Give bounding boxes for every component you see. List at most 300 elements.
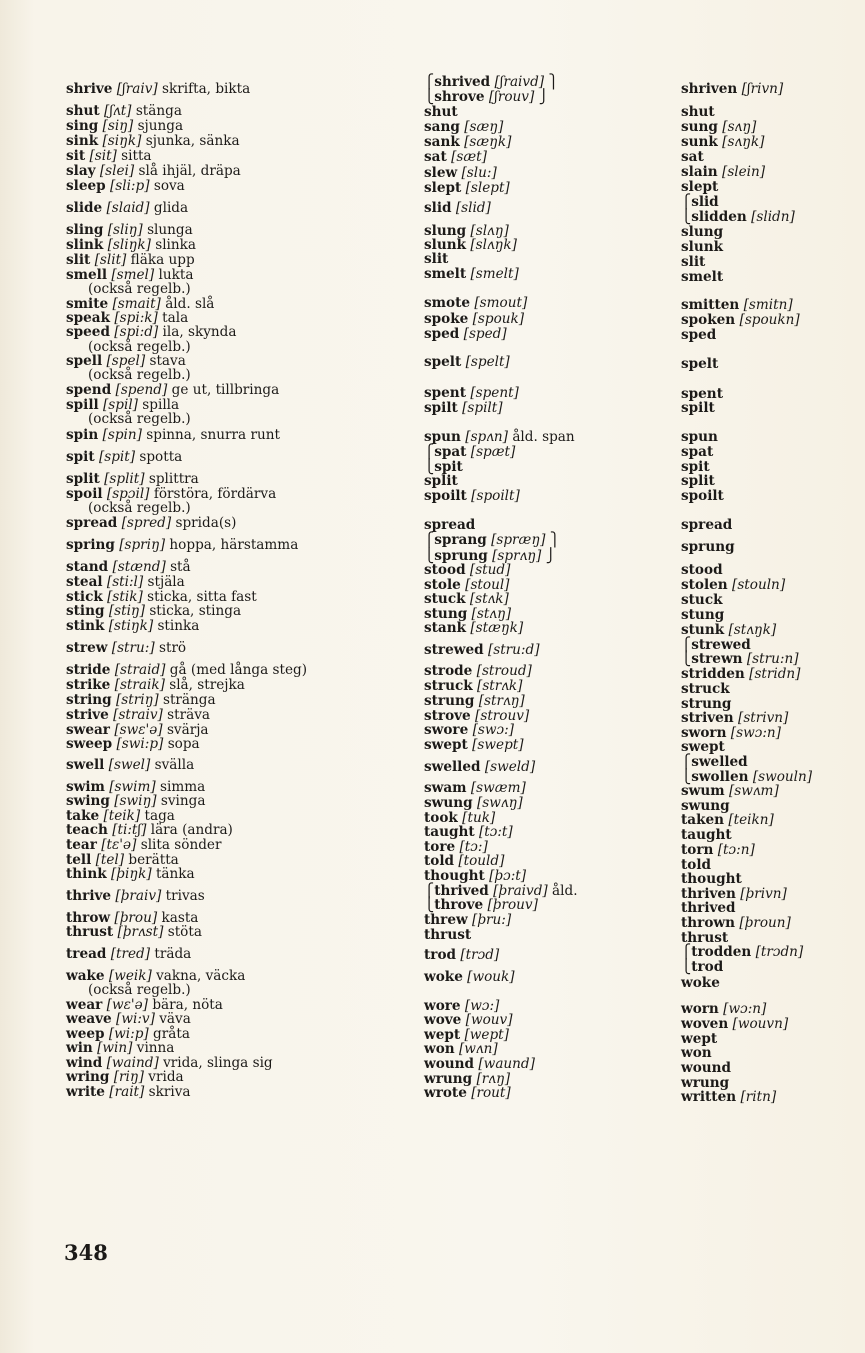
headword: stung	[424, 606, 468, 622]
pronunciation: [siŋk]	[102, 133, 142, 149]
brace-mark: ⎩	[424, 459, 435, 475]
pronunciation: [tɛ'ə]	[101, 837, 137, 853]
headword: sped	[681, 327, 717, 343]
pronunciation: [swʌm]	[728, 783, 779, 799]
translation: skriva	[148, 1084, 191, 1100]
verb-entry	[66, 238, 196, 253]
translation: skrifta, bikta	[162, 81, 251, 97]
verb-entry	[66, 1070, 184, 1085]
verb-entry	[681, 563, 723, 578]
headword: thrive	[66, 888, 112, 904]
verb-entry	[66, 201, 188, 216]
translation: träda	[154, 946, 192, 962]
headword: swept	[424, 737, 468, 753]
pronunciation: [stroud]	[476, 663, 532, 679]
verb-entry	[681, 1090, 776, 1105]
brace-mark: ⎭	[538, 89, 549, 105]
verb-entry	[424, 135, 511, 150]
pronunciation: [stik]	[107, 589, 143, 605]
headword: shriven	[681, 81, 738, 97]
translation: bära, nöta	[152, 997, 223, 1013]
pronunciation: [swouln]	[752, 769, 813, 785]
pronunciation: [slu:]	[461, 165, 497, 181]
headword: sworn	[681, 725, 727, 741]
translation: åld. slå	[165, 296, 215, 312]
verb-entry	[681, 623, 776, 638]
headword: spring	[66, 537, 115, 553]
headword: thriven	[681, 886, 736, 902]
headword: swear	[66, 722, 110, 738]
pronunciation: [sped]	[463, 326, 507, 342]
verb-entry	[424, 401, 503, 416]
pronunciation: [sti:l]	[106, 574, 144, 590]
headword: spoilt	[424, 488, 467, 504]
verb-entry	[424, 120, 503, 135]
headword: swore	[424, 722, 469, 738]
verb-entry	[681, 608, 724, 623]
headword: speed	[66, 324, 110, 340]
pronunciation: [stiŋ]	[108, 603, 145, 619]
verb-entry	[424, 1086, 511, 1101]
pronunciation: [ʃraivd]	[494, 74, 545, 90]
pronunciation: [spoilt]	[471, 488, 520, 504]
headword: sat	[424, 149, 447, 165]
headword: sunk	[681, 134, 718, 150]
pronunciation: [stridn]	[749, 666, 801, 682]
pronunciation: [wɔ:n]	[723, 1001, 767, 1017]
pronunciation: [slidn]	[751, 209, 795, 225]
headword: thrived	[434, 883, 489, 899]
pronunciation: [sæŋk]	[464, 134, 512, 150]
translation: spotta	[139, 449, 183, 465]
pronunciation: [stʌŋ]	[471, 606, 512, 622]
headword: wring	[66, 1069, 110, 1085]
headword: stolen	[681, 577, 728, 593]
headword: taught	[424, 824, 475, 840]
pronunciation: [wept]	[464, 1027, 509, 1043]
headword: stink	[66, 618, 105, 634]
pronunciation: [rout]	[471, 1085, 511, 1101]
translation: strö	[159, 640, 187, 656]
pronunciation: [stænd]	[112, 559, 166, 575]
verb-entry	[66, 619, 199, 634]
pronunciation: [sit]	[89, 148, 117, 164]
headword: swing	[66, 793, 110, 809]
verb-entry	[681, 165, 765, 180]
headword: think	[66, 866, 107, 882]
headword: taken	[681, 812, 725, 828]
pronunciation: [stru:d]	[487, 642, 540, 658]
verb-entry	[681, 430, 718, 445]
pronunciation: [spend]	[115, 382, 168, 398]
verb-entry	[66, 641, 186, 656]
brace-mark: ⎩	[681, 651, 692, 667]
verb-entry	[681, 755, 748, 770]
headword: threw	[424, 912, 468, 928]
verb-entry	[681, 401, 715, 416]
headword: slit	[66, 252, 91, 268]
pronunciation: [tuk]	[462, 810, 496, 826]
verb-entry	[66, 794, 205, 809]
translation: åld. span	[512, 429, 575, 445]
headword: wrung	[424, 1071, 473, 1087]
pronunciation: [sæŋ]	[464, 119, 504, 135]
pronunciation: [sli:p]	[109, 178, 150, 194]
verb-entry	[424, 869, 526, 884]
verb-entry	[424, 474, 458, 489]
pronunciation: [sʌŋ]	[722, 119, 757, 135]
pronunciation: [tɔ:n]	[717, 842, 755, 858]
verb-entry	[66, 1012, 191, 1027]
pronunciation: [þɔ:t]	[489, 868, 527, 884]
brace-mark: ⎧	[681, 944, 692, 960]
pronunciation: [swɛ'ə]	[114, 722, 163, 738]
verb-entry	[66, 947, 191, 962]
pronunciation: [stru:]	[111, 640, 155, 656]
pronunciation: [spel]	[106, 353, 146, 369]
pronunciation: [wɔ:]	[464, 998, 500, 1014]
pronunciation: [slei]	[99, 163, 135, 179]
headword: wake	[66, 968, 105, 984]
headword: shrove	[434, 89, 485, 105]
verb-entry	[681, 711, 788, 726]
translation: sova	[153, 178, 185, 194]
headword: weep	[66, 1026, 105, 1042]
verb-entry	[66, 604, 241, 619]
pronunciation: [slaid]	[106, 200, 150, 216]
headword: slept	[424, 180, 462, 196]
translation: sticka, stinga	[149, 603, 242, 619]
verb-entry	[681, 813, 774, 828]
translation: slå ihjäl, dräpa	[138, 163, 241, 179]
verb-entry	[66, 428, 280, 443]
headword: slid	[424, 200, 452, 216]
headword: shut	[681, 104, 715, 120]
headword: trodden	[691, 944, 752, 960]
headword: told	[424, 853, 455, 869]
pronunciation: [wi:v]	[116, 1011, 155, 1027]
headword: smelt	[681, 269, 724, 285]
pronunciation: [þrou]	[114, 910, 158, 926]
pronunciation: [wʌn]	[458, 1041, 498, 1057]
verb-entry	[66, 325, 236, 340]
pronunciation: [spilt]	[462, 400, 503, 416]
headword: stand	[66, 559, 109, 575]
pronunciation: [þrʌst]	[117, 924, 164, 940]
translation: vakna, väcka	[156, 968, 246, 984]
headword: thrust	[681, 930, 729, 946]
headword: stood	[424, 562, 466, 578]
note-text: (också regelb.)	[88, 367, 191, 383]
verb-entry	[424, 312, 524, 327]
headword: sung	[681, 119, 718, 135]
headword: spent	[681, 386, 723, 402]
headword: slay	[66, 163, 96, 179]
verb-entry	[66, 1041, 174, 1056]
verb-entry	[66, 867, 195, 882]
pronunciation: [waund]	[478, 1056, 535, 1072]
headword: won	[681, 1045, 712, 1061]
headword: smite	[66, 296, 109, 312]
verb-entry	[66, 450, 182, 465]
headword: sling	[66, 222, 104, 238]
pronunciation: [tɔ:t]	[478, 824, 513, 840]
headword: sting	[66, 603, 105, 619]
pronunciation: [stʌŋk]	[728, 622, 777, 638]
translation: spilla	[142, 397, 180, 413]
pronunciation: [slʌŋ]	[470, 223, 509, 239]
headword: striven	[681, 710, 734, 726]
note-line	[66, 368, 191, 383]
headword: woke	[681, 975, 720, 991]
pronunciation: [stoul]	[465, 577, 510, 593]
verb-entry	[424, 643, 540, 658]
pronunciation: [wouvn]	[732, 1016, 789, 1032]
headword: wound	[681, 1060, 732, 1076]
headword: sprang	[434, 532, 487, 548]
headword: sink	[66, 133, 99, 149]
verb-entry	[424, 723, 514, 738]
verb-entry	[66, 516, 236, 531]
headword: spread	[681, 517, 733, 533]
headword: spoke	[424, 311, 469, 327]
verb-entry	[66, 838, 221, 853]
headword: spell	[66, 353, 103, 369]
note-text: (också regelb.)	[88, 500, 191, 516]
verb-entry	[424, 430, 575, 445]
verb-entry	[424, 296, 527, 311]
headword: sped	[424, 326, 460, 342]
pronunciation: [swʌŋ]	[476, 795, 523, 811]
headword: strewed	[691, 637, 751, 653]
verb-entry	[66, 663, 307, 678]
headword: sing	[66, 118, 99, 134]
translation: svälla	[154, 757, 195, 773]
headword: trod	[424, 947, 457, 963]
verb-entry	[681, 357, 718, 372]
headword: sprung	[434, 548, 488, 564]
translation: gå (med långa steg)	[169, 662, 307, 678]
headword: string	[66, 692, 112, 708]
headword: stride	[66, 662, 111, 678]
verb-entry	[424, 760, 535, 775]
brace-mark: ⎩	[681, 769, 692, 785]
verb-entry	[424, 621, 523, 636]
note-text: (också regelb.)	[88, 982, 191, 998]
pronunciation: [stʌk]	[469, 591, 509, 607]
headword: spilt	[681, 400, 715, 416]
verb-entry	[424, 913, 511, 928]
pronunciation: [slein]	[722, 164, 766, 180]
headword: spit	[681, 459, 710, 475]
headword: slidden	[691, 209, 747, 225]
verb-entry	[424, 694, 525, 709]
verb-entry	[681, 540, 735, 555]
verb-entry	[681, 240, 723, 255]
pronunciation: [spriŋ]	[119, 537, 166, 553]
headword: win	[66, 1040, 93, 1056]
pronunciation: [weik]	[108, 968, 152, 984]
headword: tread	[66, 946, 107, 962]
headword: sat	[681, 149, 704, 165]
headword: spill	[66, 397, 99, 413]
headword: take	[66, 808, 100, 824]
pronunciation: [straiv]	[113, 707, 163, 723]
translation: sopa	[167, 736, 200, 752]
note-line	[66, 501, 191, 516]
headword: swim	[66, 779, 105, 795]
pronunciation: [split]	[104, 471, 145, 487]
headword: slain	[681, 164, 718, 180]
pronunciation: [stiŋk]	[108, 618, 154, 634]
note-text: (också regelb.)	[88, 411, 191, 427]
verb-entry	[681, 916, 791, 931]
pronunciation: [spin]	[102, 427, 142, 443]
page-number: 348	[64, 1240, 108, 1265]
verb-entry	[681, 1002, 766, 1017]
headword: stuck	[424, 591, 466, 607]
headword: throve	[434, 897, 484, 913]
verb-entry	[681, 489, 724, 504]
verb-entry	[424, 267, 519, 282]
pronunciation: [riŋ]	[113, 1069, 144, 1085]
translation: sjunka, sänka	[145, 133, 240, 149]
translation: slinka	[155, 237, 197, 253]
verb-entry	[681, 328, 716, 343]
verb-entry	[681, 150, 704, 165]
headword: woke	[424, 969, 463, 985]
pronunciation: [ʃraiv]	[116, 81, 158, 97]
translation: tänka	[155, 866, 195, 882]
verb-entry	[681, 474, 715, 489]
verb-entry	[66, 134, 240, 149]
headword: spilt	[424, 400, 458, 416]
verb-entry	[424, 150, 487, 165]
verb-entry	[681, 255, 705, 270]
pronunciation: [smout]	[474, 295, 528, 311]
headword: swung	[681, 798, 730, 814]
verb-entry	[424, 679, 522, 694]
pronunciation: [spæt]	[470, 444, 516, 460]
headword: sprung	[681, 539, 735, 555]
headword: swell	[66, 757, 105, 773]
headword: spent	[424, 385, 466, 401]
headword: spoken	[681, 312, 736, 328]
verb-entry	[681, 313, 800, 328]
verb-entry	[424, 201, 491, 216]
verb-entry	[681, 682, 730, 697]
headword: shut	[66, 103, 100, 119]
pronunciation: [striŋ]	[115, 692, 159, 708]
translation: ila, skynda	[162, 324, 237, 340]
pronunciation: [þrivn]	[740, 886, 787, 902]
pronunciation: [tɔ:]	[459, 839, 488, 855]
headword: smell	[66, 267, 108, 283]
verb-entry	[424, 825, 513, 840]
headword: smote	[424, 295, 471, 311]
headword: spun	[681, 429, 718, 445]
headword: spelt	[424, 354, 462, 370]
verb-entry	[424, 90, 549, 105]
brace-mark: ⎩	[681, 959, 692, 975]
verb-entry	[681, 445, 713, 460]
translation: tala	[162, 310, 189, 326]
pronunciation: [wouk]	[467, 969, 515, 985]
pronunciation: [slid]	[455, 200, 491, 216]
translation: svinga	[160, 793, 206, 809]
verb-entry	[66, 383, 279, 398]
brace-mark: ⎫	[548, 74, 559, 90]
headword: spread	[66, 515, 118, 531]
pronunciation: [spred]	[121, 515, 172, 531]
headword: steal	[66, 574, 103, 590]
verb-entry	[681, 652, 799, 667]
translation: sticka, sitta fast	[147, 589, 257, 605]
headword: tore	[424, 839, 456, 855]
brace-mark: ⎩	[424, 548, 435, 564]
headword: strung	[681, 696, 732, 712]
translation: trivas	[165, 888, 205, 904]
verb-entry	[681, 298, 793, 313]
brace-mark: ⎧	[424, 74, 435, 90]
brace-mark: ⎧	[424, 532, 435, 548]
translation: ge ut, tillbringa	[171, 382, 280, 398]
verb-entry	[681, 105, 715, 120]
pronunciation: [tred]	[110, 946, 151, 962]
verb-entry	[66, 82, 250, 97]
headword: struck	[424, 678, 473, 694]
verb-entry	[66, 823, 233, 838]
verb-entry	[681, 667, 801, 682]
translation: sprida(s)	[175, 515, 237, 531]
translation: slå, strejka	[169, 677, 245, 693]
pronunciation: [spit]	[98, 449, 136, 465]
verb-entry	[681, 270, 723, 285]
verb-entry	[424, 75, 559, 90]
headword: swam	[424, 780, 467, 796]
pronunciation: [swel]	[108, 757, 151, 773]
translation: lära (andra)	[150, 822, 233, 838]
pronunciation: [spelt]	[465, 354, 510, 370]
headword: slung	[424, 223, 467, 239]
translation: förstöra, fördärva	[153, 486, 277, 502]
verb-entry	[424, 664, 532, 679]
translation: sjunga	[137, 118, 184, 134]
headword: torn	[681, 842, 714, 858]
verb-entry	[66, 678, 245, 693]
verb-entry	[424, 181, 510, 196]
headword: spoilt	[681, 488, 724, 504]
translation: kasta	[161, 910, 199, 926]
verb-entry	[424, 928, 471, 943]
translation: splittra	[148, 471, 199, 487]
verb-entry	[66, 538, 298, 553]
verb-entry	[681, 1017, 788, 1032]
verb-entry	[424, 166, 497, 181]
pronunciation: [tould]	[458, 853, 505, 869]
pronunciation: [teik]	[103, 808, 141, 824]
pronunciation: [smitn]	[743, 297, 793, 313]
verb-entry	[424, 738, 524, 753]
headword: won	[424, 1041, 455, 1057]
translation: berätta	[128, 852, 179, 868]
verb-entry	[681, 82, 783, 97]
translation: åld.	[552, 883, 578, 899]
brace-mark: ⎫	[549, 532, 560, 548]
verb-entry	[681, 828, 732, 843]
headword: wound	[424, 1056, 475, 1072]
verb-entry	[66, 925, 202, 940]
